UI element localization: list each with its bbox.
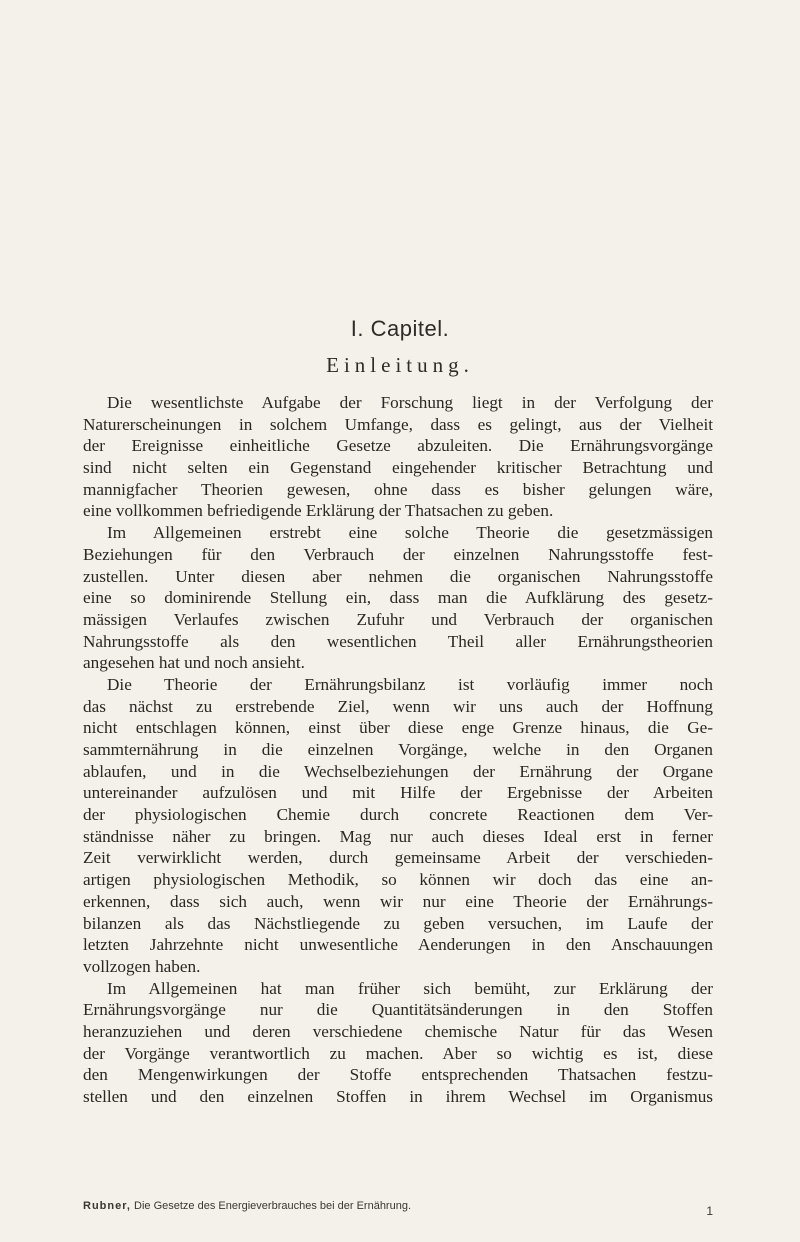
- text-line: der Ereignisse einheitliche Gesetze abzuleiten. Die Ernährungsvorgänge: [83, 436, 713, 456]
- footer-title: Die Gesetze des Energieverbrauches bei der Ernährung.: [134, 1200, 412, 1212]
- text-line: bilanzen als das Nächstliegende zu geben versuchen, im Laufe der: [83, 913, 713, 933]
- section-title: Einleitung.: [326, 353, 474, 377]
- body-text: [83, 392, 713, 1108]
- text-line: den Mengenwirkungen der Stoffe entsprechenden Thatsachen festzu-: [83, 1065, 713, 1085]
- paragraph: [83, 522, 713, 674]
- text-line: Ernährungsvorgänge nur die Quantitätsänderungen in den Stoffen: [83, 1000, 713, 1020]
- page-number: 1: [706, 1204, 713, 1218]
- text-line: der physiologischen Chemie durch concrete Reactionen dem Ver-: [83, 805, 713, 825]
- text-line: mässigen Verlaufes zwischen Zufuhr und Verbrauch der organischen: [83, 609, 713, 629]
- text-line: untereinander aufzulösen und mit Hilfe der Ergebnisse der Arbeiten: [83, 783, 713, 803]
- text-line: Zeit verwirklicht werden, durch gemeinsame Arbeit der verschieden-: [83, 848, 713, 868]
- text-line: Die Theorie der Ernährungsbilanz ist vorläufig immer noch: [107, 674, 713, 694]
- text-line: angesehen hat und noch ansieht.: [83, 653, 305, 673]
- text-line: Naturerscheinungen in solchem Umfange, dass es gelingt, aus der Vielheit: [83, 414, 713, 434]
- text-line: nicht entschlagen können, einst über diese enge Grenze hinaus, die Ge-: [83, 718, 713, 738]
- chapter-title: I. Capitel.: [350, 316, 450, 341]
- text-line: eine so dominirende Stellung ein, dass man die Aufklärung des gesetz-: [83, 588, 713, 608]
- text-line: mannigfacher Theorien gewesen, ohne dass es bisher gelungen wäre,: [83, 479, 713, 499]
- footer-author: Rubner,: [83, 1200, 131, 1212]
- text-line: vollzogen haben.: [83, 956, 201, 976]
- text-line: Im Allgemeinen hat man früher sich bemüht, zur Erklärung der: [107, 978, 713, 998]
- text-line: Im Allgemeinen erstrebt eine solche Theorie die gesetzmässigen: [107, 523, 713, 543]
- text-line: ständnisse näher zu bringen. Mag nur auch dieses Ideal erst in ferner: [83, 826, 713, 846]
- text-line: sammternährung in die einzelnen Vorgänge, welche in den Organen: [83, 740, 713, 759]
- text-line: Nahrungsstoffe als den wesentlichen Theil aller Ernährungstheorien: [83, 631, 713, 651]
- text-line: heranzuziehen und deren verschiedene chemische Natur für das Wesen: [83, 1021, 713, 1041]
- paragraph: [83, 392, 713, 522]
- text-line: sind nicht selten ein Gegenstand eingehender kritischer Betrachtung und: [83, 458, 713, 478]
- text-line: zustellen. Unter diesen aber nehmen die organischen Nahrungsstoffe: [83, 566, 713, 586]
- text-line: erkennen, dass sich auch, wenn wir nur eine Theorie der Ernährungs-: [83, 891, 713, 911]
- text-line: der Vorgänge verantwortlich zu machen. Aber so wichtig es ist, diese: [83, 1043, 713, 1063]
- text-line: Die wesentlichste Aufgabe der Forschung liegt in der Verfolgung der: [107, 393, 713, 412]
- text-line: Beziehungen für den Verbrauch der einzelnen Nahrungsstoffe fest-: [83, 544, 713, 564]
- page-footer: [83, 1200, 713, 1220]
- text-line: das nächst zu erstrebende Ziel, wenn wir uns auch der Hoffnung: [83, 696, 713, 716]
- paragraph: [83, 674, 713, 978]
- text-line: letzten Jahrzehnte nicht unwesentliche Aenderungen in den Anschauungen: [83, 935, 713, 955]
- text-line: eine vollkommen befriedigende Erklärung der Thatsachen zu geben.: [83, 501, 554, 521]
- text-line: stellen und den einzelnen Stoffen in ihrem Wechsel im Organismus: [83, 1087, 713, 1106]
- text-line: ablaufen, und in die Wechselbeziehungen der Ernährung der Organe: [83, 761, 713, 781]
- paragraph: [83, 978, 713, 1108]
- text-line: artigen physiologischen Methodik, so können wir doch das eine an-: [83, 870, 713, 890]
